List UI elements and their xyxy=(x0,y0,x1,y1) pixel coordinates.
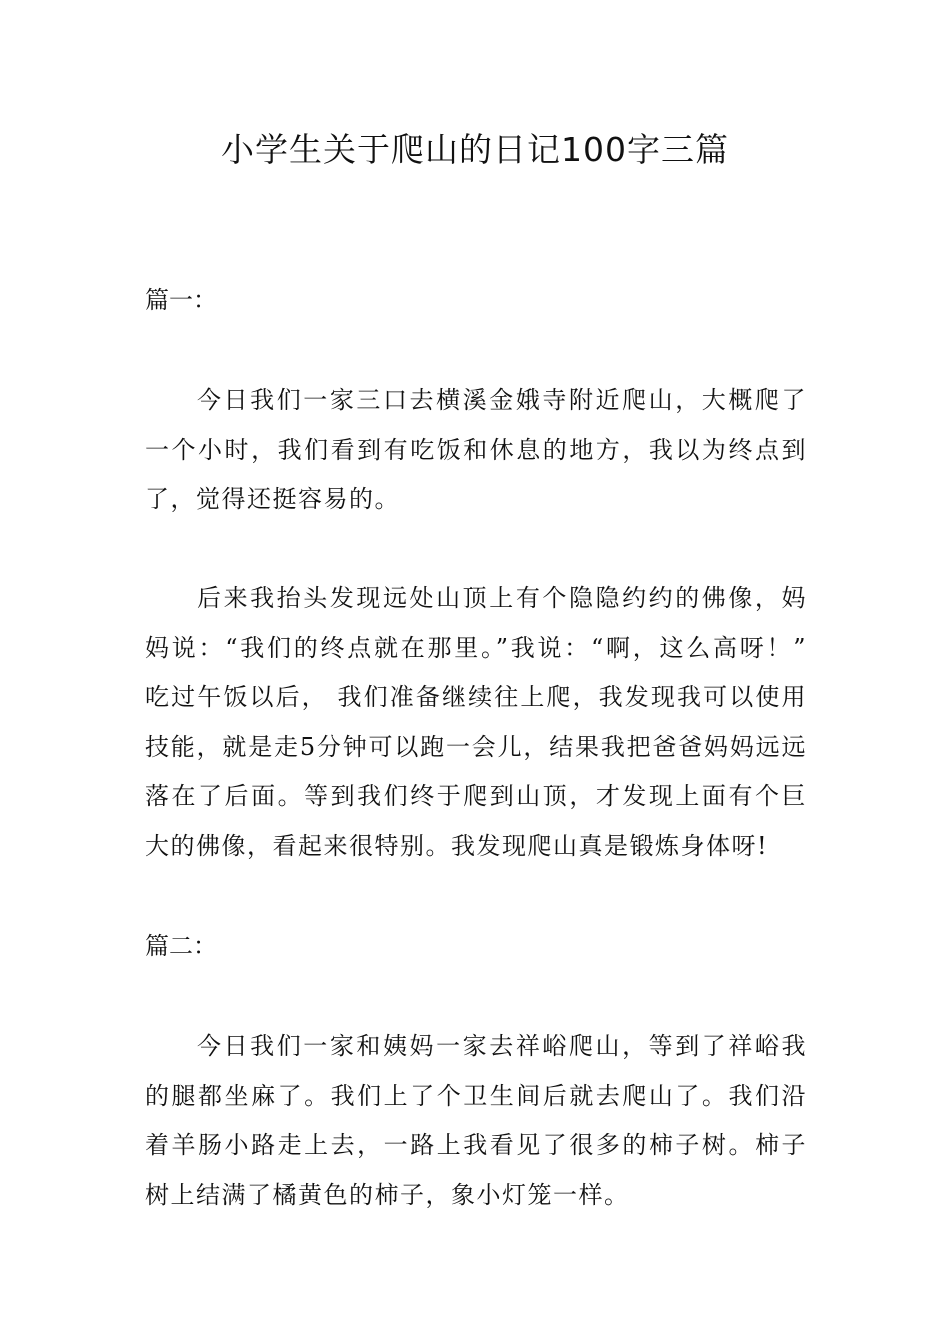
paragraph-2: 后来我抬头发现远处山顶上有个隐隐约约的佛像，妈妈说：“我们的终点就在那里。”我说：“啊，这么高呀！” 吃过午饭以后， 我们准备继续往上爬，我发现我可以使用技能，就是走5分钟可以跑一会儿，结果我把爸爸妈妈远远落在了后面。等到我们终于爬到山顶，才发现上面有个巨大的佛像，看起来很特别。我发现爬山真是锻炼身体呀! xyxy=(145,584,807,860)
document-title: 小学生关于爬山的日记100字三篇 xyxy=(221,130,729,169)
section-heading-1: 篇一： xyxy=(145,286,217,314)
section-heading-2: 篇二： xyxy=(145,932,217,960)
paragraph-3: 今日我们一家和姨妈一家去祥峪爬山，等到了祥峪我的腿都坐麻了。我们上了个卫生间后就去爬山了。我们沿着羊肠小路走上去，一路上我看见了很多的柿子树。柿子树上结满了橘黄色的柿子，象小灯笼一样。 xyxy=(145,1032,807,1209)
paragraph-1: 今日我们一家三口去横溪金娥寺附近爬山，大概爬了一个小时，我们看到有吃饭和休息的地方，我以为终点到了，觉得还挺容易的。 xyxy=(145,386,807,513)
